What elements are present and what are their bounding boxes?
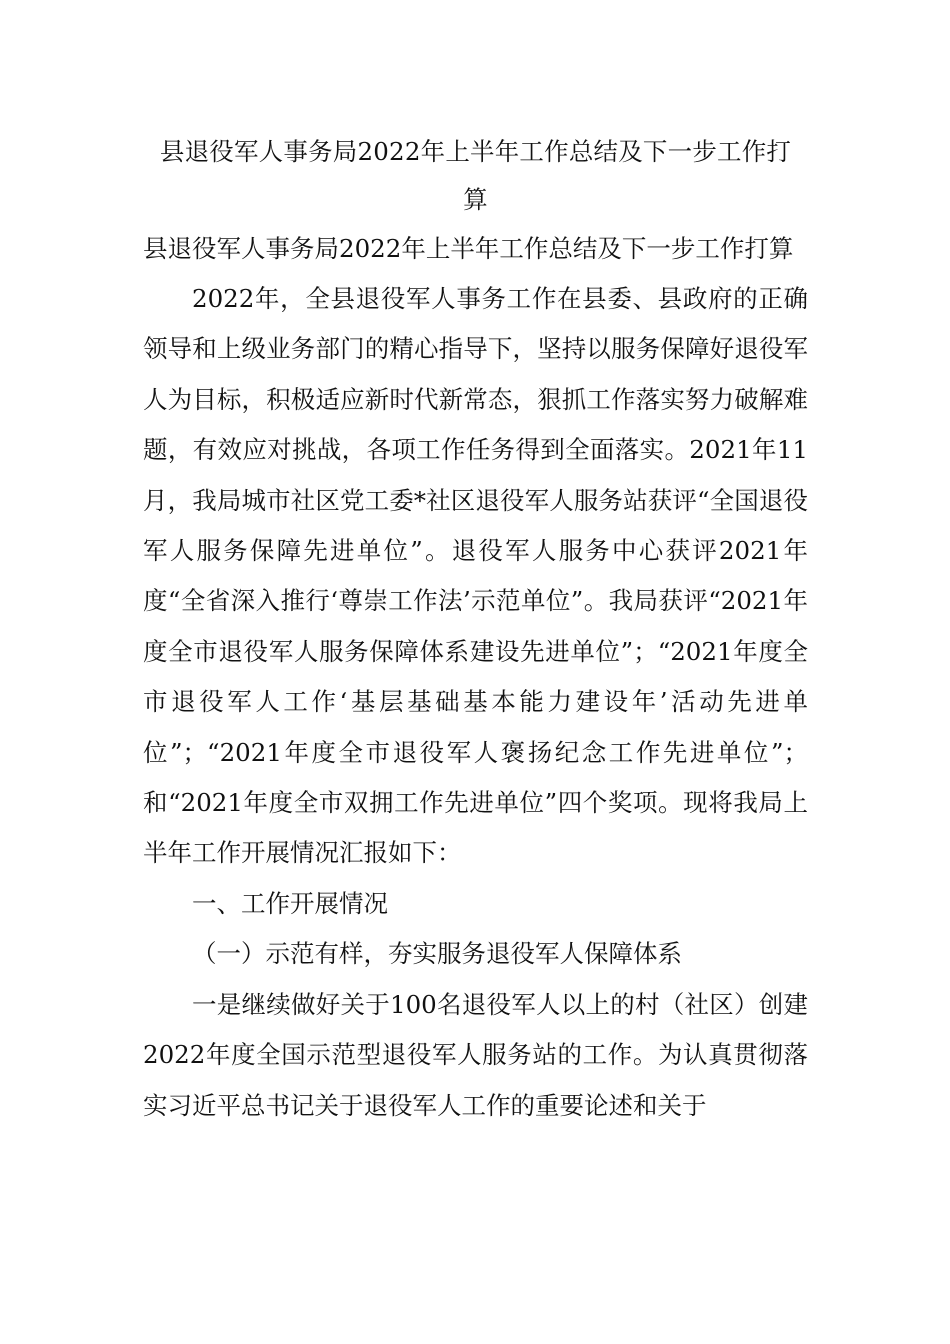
document-page [143, 128, 808, 1131]
section-heading: 一、工作开展情况 [192, 888, 388, 918]
body-paragraph: 一是继续做好关于100名退役军人以上的村（社区）创建2022年度全国示范型退役军人服务站的工作。为认真贯彻落实习近平总书记关于退役军人工作的重要论述和关于 [143, 989, 808, 1120]
document-title-line-1: 县退役军人事务局2022年上半年工作总结及下一步工作打 [159, 137, 792, 166]
document-subtitle: 县退役军人事务局2022年上半年工作总结及下一步工作打算 [143, 234, 794, 263]
document-title [143, 128, 808, 224]
document-title-line-2: 算 [463, 185, 488, 214]
intro-paragraph: 2022年，全县退役军人事务工作在县委、县政府的正确领导和上级业务部门的精心指导下，坚持以服务保障好退役军人为目标，积极适应新时代新常态，狠抓工作落实努力破解难题，有效应对挑战，各项工作任务得到全面落实。2021年11月，我局城市社区党工委*社区退役军人服务站获评“全国退役军人服务保障先进单位”。退役军人服务中心获评2021年度“全省深入推行‘尊崇工作法’示范单位”。我局获评“2021年度全市退役军人服务保障体系建设先进单位”；“2021年度全市退役军人工作‘基层基础基本能力建设年’活动先进单位”；“2021年度全市退役军人褒扬纪念工作先进单位”；和“2021年度全市双拥工作先进单位”四个奖项。现将我局上半年工作开展情况汇报如下： [143, 284, 808, 868]
subsection-heading: （一）示范有样，夯实服务退役军人保障体系 [192, 939, 682, 969]
